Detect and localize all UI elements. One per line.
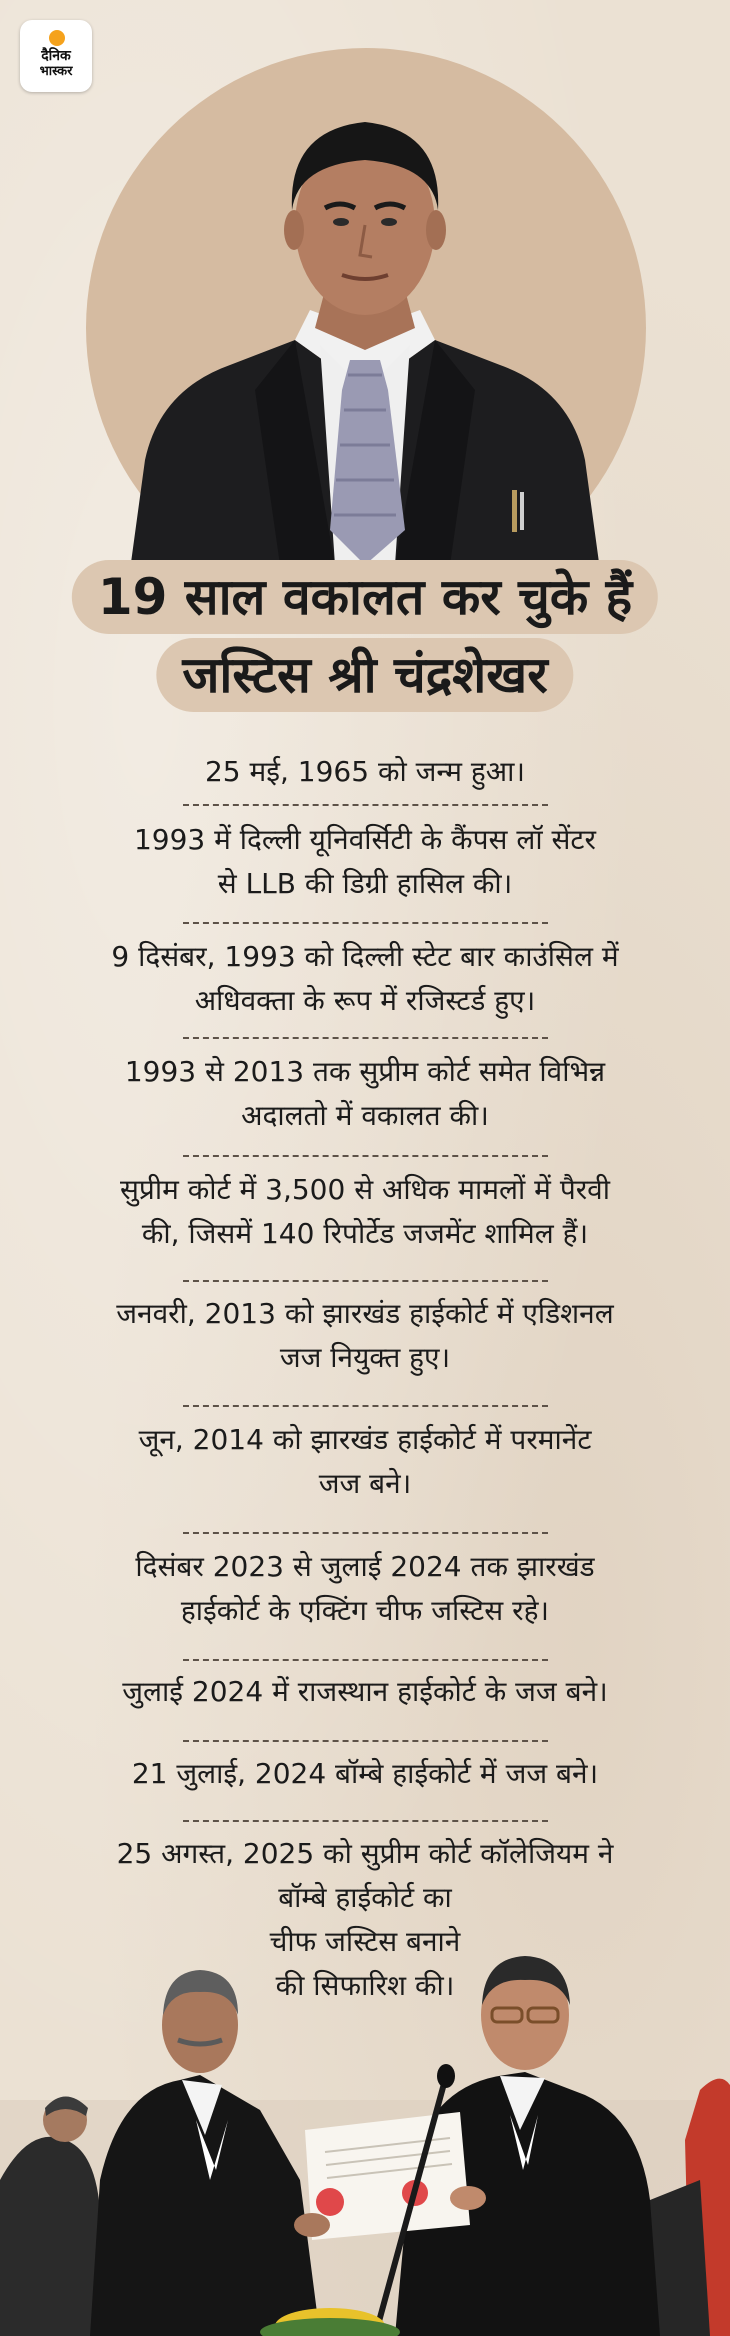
timeline-fact xyxy=(40,1545,690,1633)
logo-line-2: भास्कर xyxy=(39,64,73,79)
ceremony-photo xyxy=(0,1880,730,2336)
timeline-fact-line: जज नियुक्त हुए। xyxy=(279,1341,451,1374)
dashed-separator xyxy=(183,1659,548,1661)
timeline-fact xyxy=(40,1752,690,1796)
timeline-fact xyxy=(40,1670,690,1714)
timeline-fact xyxy=(40,935,690,1023)
timeline-fact-line: की, जिसमें 140 रिपोर्टेड जजमेंट शामिल हैं। xyxy=(141,1217,589,1250)
sun-icon xyxy=(49,30,65,46)
timeline-fact-line: 1993 में दिल्ली यूनिवर्सिटी के कैंपस लॉ सेंटर xyxy=(133,823,596,856)
timeline-fact-line: बॉम्बे हाईकोर्ट का xyxy=(278,1881,452,1914)
timeline-fact-line: 1993 से 2013 तक सुप्रीम कोर्ट समेत विभिन्न xyxy=(124,1055,606,1088)
dashed-separator xyxy=(183,1155,548,1157)
dainik-bhaskar-logo xyxy=(20,20,92,92)
dashed-separator xyxy=(183,1532,548,1534)
timeline-fact-line: जुलाई 2024 में राजस्थान हाईकोर्ट के जज बने। xyxy=(122,1675,608,1708)
timeline-fact xyxy=(40,1050,690,1138)
timeline-fact-line: अधिवक्ता के रूप में रजिस्टर्ड हुए। xyxy=(194,984,536,1017)
timeline-fact xyxy=(40,1168,690,1256)
dashed-separator xyxy=(183,1280,548,1282)
timeline-fact-line: 25 अगस्त, 2025 को सुप्रीम कोर्ट कॉलेजियम ने xyxy=(116,1837,614,1870)
timeline-fact-line: चीफ जस्टिस बनाने xyxy=(269,1925,461,1958)
timeline-fact-line: जनवरी, 2013 को झारखंड हाईकोर्ट में एडिशनल xyxy=(116,1297,614,1330)
dashed-separator xyxy=(183,1037,548,1039)
logo-line-1: दैनिक xyxy=(41,48,71,64)
dashed-separator xyxy=(183,1405,548,1407)
justice-portrait xyxy=(120,60,610,570)
headline-line-2: जस्टिस श्री चंद्रशेखर xyxy=(156,638,573,712)
timeline-fact-line: की सिफारिश की। xyxy=(275,1969,455,2002)
timeline-fact xyxy=(40,1292,690,1380)
timeline-fact xyxy=(40,750,690,794)
timeline-fact-line: जून, 2014 को झारखंड हाईकोर्ट में परमानेंट xyxy=(138,1423,592,1456)
dashed-separator xyxy=(183,1820,548,1822)
timeline-fact-line: 9 दिसंबर, 1993 को दिल्ली स्टेट बार काउंसिल में xyxy=(111,940,619,973)
dashed-separator xyxy=(183,804,548,806)
timeline-fact-line: 21 जुलाई, 2024 बॉम्बे हाईकोर्ट में जज बने। xyxy=(131,1757,599,1790)
timeline-fact-line: 25 मई, 1965 को जन्म हुआ। xyxy=(204,755,526,788)
timeline-fact-line: से LLB की डिग्री हासिल की। xyxy=(217,867,513,900)
dashed-separator xyxy=(183,922,548,924)
timeline-fact xyxy=(40,818,690,906)
timeline-fact xyxy=(40,1418,690,1506)
timeline-fact-line: अदालतो में वकालत की। xyxy=(241,1099,489,1132)
timeline-fact-line: सुप्रीम कोर्ट में 3,500 से अधिक मामलों में पैरवी xyxy=(119,1173,611,1206)
timeline-fact-line: दिसंबर 2023 से जुलाई 2024 तक झारखंड xyxy=(135,1550,595,1583)
headline-line-1: 19 साल वकालत कर चुके हैं xyxy=(72,560,658,634)
timeline-fact-line: जज बने। xyxy=(318,1467,412,1500)
dashed-separator xyxy=(183,1740,548,1742)
timeline-fact-line: हाईकोर्ट के एक्टिंग चीफ जस्टिस रहे। xyxy=(180,1594,550,1627)
